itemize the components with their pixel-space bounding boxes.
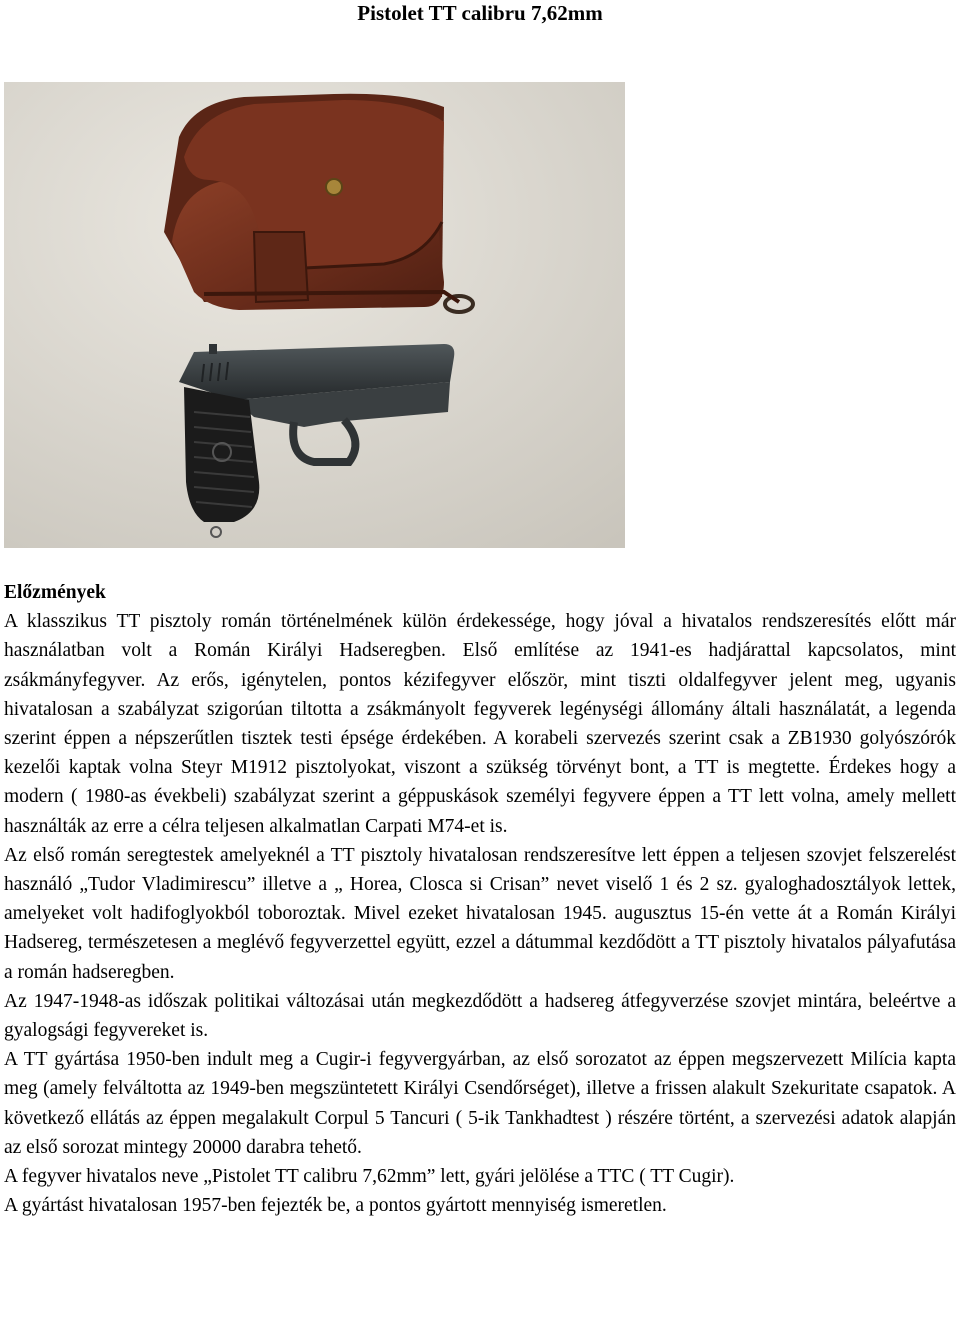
paragraph-1: A klasszikus TT pisztoly román történelmének külön érdekessége, hogy jóval a hivatalos rendszeresítés előtt már használatban volt a Román Királyi Hadseregben. Első említése az 1941-es hadjárattal kapcsolatos, mint zsákmányfegyver. Az erős, igénytelen, pontos kézifegyver először, mint tiszti oldalfegyver jelent meg, ugyanis hivatalosan a szabályzat szigorúan tiltotta a zsákmányolt fegyverek legénységi állomány általi használatát, a legenda szerint éppen a népszerűtlen tisztek testi épsége érdekében. A korabeli szervezés szerint csak a ZB1930 golyószórók kezelői kaptak volna Steyr M1912 pisztolyokat, viszont a szükség törvényt bont, a TT is megtette. Érdekes hogy a modern ( 1980-as évekbeli) szabályzat szerint a géppuskások személyi fegyvere éppen a TT lett volna, amely mellett használták az erre a célra teljesen alkalmatlan Carpati M74-et is. [4, 611, 956, 837]
pistol-and-holster-icon [4, 82, 625, 548]
pistol-holster-photo [4, 82, 625, 548]
section-heading: Előzmények [4, 582, 106, 603]
paragraph-5: A fegyver hivatalos neve „Pistolet TT calibru 7,62mm” lett, gyári jelölése a TTC ( TT Cugir). [4, 1166, 735, 1188]
paragraph-2: Az első román seregtestek amelyeknél a TT pisztoly hivatalosan rendszeresítve lett éppen a teljesen szovjet felszerelést használó „Tudor Vladimirescu” illetve a „ Horea, Closca si Crisan” nevet viselő 1 és 2 sz. gyaloghadosztályok lettek, amelyeket volt hadifoglyokból toboroztak. Mivel ezeket hivatalosan 1945. augusztus 15-én vette át a Román Királyi Hadsereg, természetesen a meglévő fegyverzettel együtt, ezzel a dátummal kezdődött a TT pisztoly hivatalos pályafutása a román hadseregben. [4, 844, 956, 983]
document-body [4, 578, 956, 1220]
paragraph-3: Az 1947-1948-as időszak politikai változásai után megkezdődött a hadsereg átfegyverzése szovjet mintára, beleértve a gyalogsági fegyvereket is. [4, 990, 956, 1042]
paragraph-6: A gyártást hivatalosan 1957-ben fejezték be, a pontos gyártott mennyiség ismeretlen. [4, 1195, 667, 1217]
page-title: Pistolet TT calibru 7,62mm [357, 1, 603, 25]
holster-icon [164, 94, 473, 312]
paragraph-4: A TT gyártása 1950-ben indult meg a Cugir-i fegyvergyárban, az első sorozatot az éppen megszervezett Milícia kapta meg (amely felváltotta az 1949-ben megszüntetett Királyi Csendőrséget), illetve a frissen alakult Szekuritate csapatok. A következő ellátás az éppen megalakult Corpul 5 Tancuri ( 5-ik Tankhadtest ) részére történt, a szervezési adatok alapján az első sorozat mintegy 20000 darabra tehető. [4, 1049, 956, 1158]
